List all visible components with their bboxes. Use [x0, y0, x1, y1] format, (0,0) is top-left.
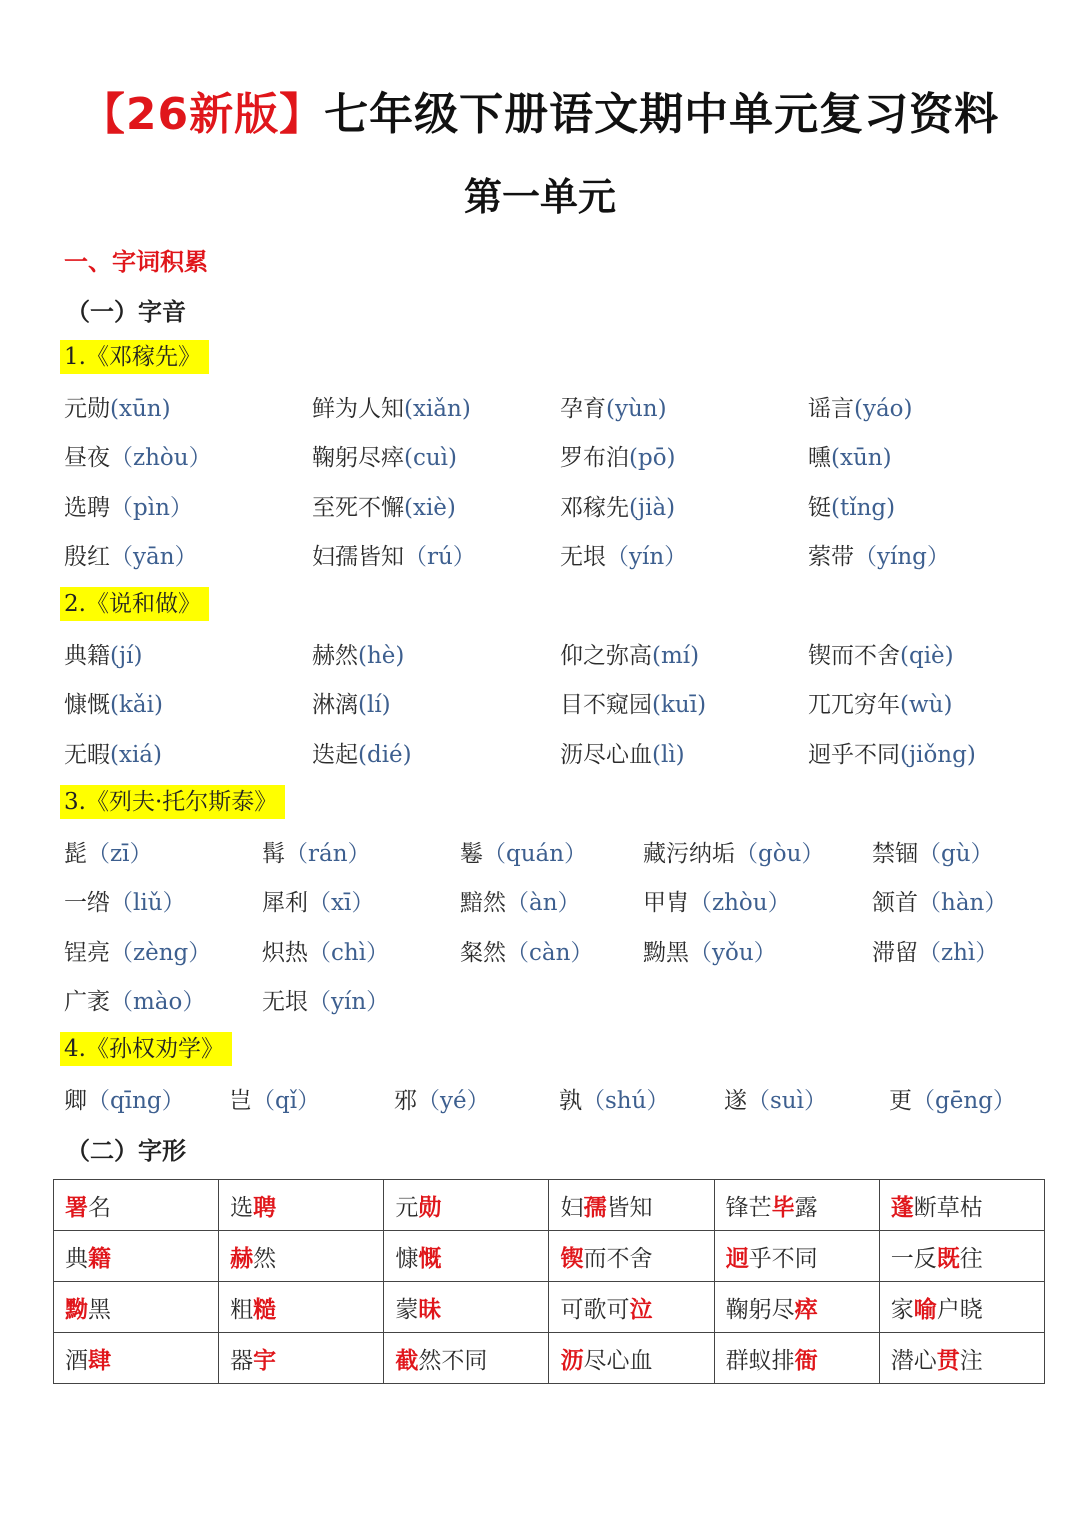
pinyin: （qīng） [87, 1088, 185, 1114]
highlighted-char: 贯 [936, 1346, 960, 1374]
highlighted-char: 瘁 [794, 1295, 818, 1323]
pinyin: （gòu） [735, 841, 825, 867]
word: 锲而不舍 [808, 643, 900, 669]
glyph-cell [54, 1333, 219, 1384]
word: 兀兀穷年 [808, 692, 900, 719]
word: 殷红 [64, 543, 110, 570]
cell-text: 乎不同 [748, 1245, 818, 1272]
pronunciation-item [64, 390, 171, 423]
lesson-title-4: 4.《孙权劝学》 [60, 1032, 232, 1066]
glyph-cell [384, 1180, 549, 1231]
cell-text: 蒙 [395, 1296, 419, 1323]
glyph-cell [714, 1180, 879, 1231]
pronunciation-item [262, 983, 389, 1016]
glyph-cell [384, 1231, 549, 1282]
word: 孕育 [560, 396, 606, 422]
highlighted-char: 沥 [560, 1346, 584, 1374]
glyph-cell [219, 1333, 384, 1384]
pronunciation-row [0, 439, 1080, 479]
glyph-cell [549, 1180, 714, 1231]
pronunciation-item [872, 884, 1007, 917]
pinyin: （àn） [506, 890, 581, 917]
pinyin: （yín） [606, 543, 688, 570]
highlighted-char: 籍 [88, 1244, 111, 1272]
highlighted-char: 蓬 [890, 1193, 914, 1221]
pinyin: （shú） [582, 1088, 670, 1114]
cell-text: 黑 [88, 1296, 111, 1323]
pinyin: (cuì) [404, 445, 457, 472]
glyph-cell [549, 1333, 714, 1384]
word: 孰 [559, 1088, 582, 1114]
pronunciation-row [0, 390, 1080, 430]
glyph-cell [549, 1231, 714, 1282]
pronunciation-item [460, 835, 587, 868]
pinyin: (xiǎn) [404, 396, 471, 422]
cell-text: 名 [88, 1194, 111, 1221]
word: 曛 [808, 445, 831, 472]
pinyin: (xūn) [831, 445, 892, 472]
highlighted-char: 孺 [583, 1193, 607, 1221]
unit-title: 第一单元 [463, 174, 616, 219]
word: 典籍 [64, 643, 110, 669]
word: 遂 [724, 1088, 747, 1114]
cell-text: 器 [230, 1347, 254, 1374]
pronunciation-item [872, 835, 994, 868]
pinyin: （yān） [110, 543, 198, 570]
word: 迭起 [312, 741, 358, 768]
glyph-cell [714, 1333, 879, 1384]
cell-text: 一反 [890, 1245, 937, 1272]
pronunciation-item [460, 884, 581, 917]
word: 滞留 [872, 939, 918, 966]
pinyin: （zèng） [110, 939, 212, 966]
word: 更 [889, 1088, 912, 1114]
cell-text: 可歌可 [560, 1296, 630, 1323]
pronunciation-row [0, 686, 1080, 726]
subheading-pronunciation: （一）字音 [66, 297, 186, 326]
cell-text: 鞠躬尽 [725, 1296, 795, 1323]
word: 邓稼先 [560, 494, 629, 521]
title-text: 七年级下册语文期中单元复习资料 [324, 89, 1000, 140]
pronunciation-item [889, 1082, 1016, 1115]
pinyin: （yíng） [854, 543, 950, 570]
pinyin: （xī） [308, 890, 375, 917]
highlighted-char: 糙 [253, 1295, 277, 1323]
pinyin: (xiè) [404, 494, 456, 521]
highlighted-char: 衙 [794, 1346, 818, 1374]
glyph-cell [879, 1282, 1044, 1333]
pronunciation-item [262, 835, 371, 868]
pinyin: (hè) [358, 643, 405, 669]
highlighted-char: 泣 [629, 1295, 653, 1323]
pronunciation-item [808, 489, 895, 522]
pronunciation-item [808, 439, 892, 472]
pinyin: (mí) [652, 643, 700, 669]
pinyin: (qiè) [900, 643, 954, 669]
word: 选聘 [64, 494, 110, 521]
highlighted-char: 宇 [253, 1346, 277, 1374]
pinyin: (yùn) [606, 396, 667, 422]
lesson-title-2: 2.《说和做》 [60, 587, 209, 621]
pronunciation-row [0, 489, 1080, 529]
cell-text: 注 [959, 1347, 983, 1374]
word: 岂 [229, 1088, 252, 1114]
word: 髭 [64, 841, 87, 867]
cell-text: 断草枯 [913, 1194, 983, 1221]
cell-text: 妇 [560, 1194, 584, 1221]
word: 鬈 [460, 841, 483, 867]
pronunciation-item [64, 884, 186, 917]
pronunciation-item [560, 439, 676, 472]
cell-text: 家 [890, 1296, 914, 1323]
pronunciation-item [808, 736, 976, 769]
pronunciation-item [312, 538, 476, 571]
word: 邪 [394, 1088, 417, 1114]
highlighted-char: 勋 [418, 1193, 442, 1221]
glyph-cell [219, 1231, 384, 1282]
word: 髯 [262, 841, 285, 867]
pronunciation-item [643, 884, 791, 917]
cell-text: 然不同 [418, 1347, 488, 1374]
word: 目不窥园 [560, 692, 652, 719]
word: 广袤 [64, 988, 110, 1015]
glyph-table [53, 1179, 1045, 1384]
word: 无垠 [560, 543, 606, 570]
pinyin: (dié) [358, 741, 412, 768]
highlighted-char: 署 [65, 1193, 88, 1221]
word: 禁锢 [872, 841, 918, 867]
glyph-cell [219, 1180, 384, 1231]
pinyin: （rán） [285, 841, 371, 867]
word: 赫然 [312, 643, 358, 669]
pinyin: （zī） [87, 841, 153, 867]
cell-text: 锋芒 [725, 1194, 772, 1221]
cell-text: 皆知 [606, 1194, 653, 1221]
word: 藏污纳垢 [643, 841, 735, 867]
pronunciation-item [559, 1082, 669, 1115]
pinyin: （zhì） [918, 939, 999, 966]
lesson-title-1: 1.《邓稼先》 [60, 340, 209, 374]
pronunciation-item [560, 390, 667, 423]
cell-text: 粗 [230, 1296, 254, 1323]
glyph-cell [714, 1231, 879, 1282]
glyph-cell [219, 1282, 384, 1333]
pronunciation-item [64, 736, 162, 769]
glyph-cell [879, 1333, 1044, 1384]
glyph-cell [879, 1180, 1044, 1231]
pinyin: (xūn) [110, 396, 171, 422]
section-heading-vocabulary: 一、字词积累 [64, 247, 208, 276]
pronunciation-item [724, 1082, 827, 1115]
pinyin: (jiǒng) [900, 741, 976, 768]
document-title [0, 78, 1080, 142]
pronunciation-item [64, 439, 212, 472]
word: 无暇 [64, 741, 110, 768]
word: 鲜为人知 [312, 396, 404, 422]
pronunciation-item [64, 835, 152, 868]
word: 萦带 [808, 543, 854, 570]
pronunciation-item [560, 538, 687, 571]
glyph-cell [54, 1180, 219, 1231]
pronunciation-item [643, 835, 824, 868]
pronunciation-row [0, 835, 1080, 875]
word: 粲然 [460, 939, 506, 966]
word: 黝黑 [643, 939, 689, 966]
pinyin: （chì） [308, 939, 390, 966]
pronunciation-item [64, 489, 193, 522]
pinyin: (lí) [358, 692, 391, 719]
highlighted-char: 毕 [771, 1193, 795, 1221]
pronunciation-item [808, 538, 950, 571]
pronunciation-item [872, 934, 998, 967]
pronunciation-item [460, 934, 593, 967]
cell-text: 选 [230, 1194, 254, 1221]
highlighted-char: 赫 [230, 1244, 254, 1272]
cell-text: 元 [395, 1194, 419, 1221]
pinyin: （liǔ） [110, 890, 186, 917]
pronunciation-item [64, 686, 163, 719]
title-edition-tag: 【26新版】 [80, 89, 325, 140]
lesson-title-3: 3.《列夫·托尔斯泰》 [60, 785, 285, 819]
word: 沥尽心血 [560, 741, 652, 768]
pronunciation-row [0, 884, 1080, 924]
cell-text: 而不舍 [583, 1245, 653, 1272]
pronunciation-item [64, 637, 142, 670]
cell-text: 尽心血 [583, 1347, 653, 1374]
pinyin: （càn） [506, 939, 594, 966]
pinyin: (yáo) [854, 396, 913, 422]
pronunciation-item [560, 637, 699, 670]
word: 甲胄 [643, 890, 689, 917]
pinyin: (xiá) [110, 741, 162, 768]
pronunciation-item [262, 934, 389, 967]
pinyin: （suì） [747, 1088, 827, 1114]
word: 谣言 [808, 396, 854, 422]
word: 黯然 [460, 890, 506, 917]
pronunciation-item [560, 686, 706, 719]
word: 至死不懈 [312, 494, 404, 521]
highlighted-char: 慨 [418, 1244, 442, 1272]
pinyin: （zhòu） [110, 445, 212, 472]
word: 慷慨 [64, 692, 110, 719]
highlighted-char: 迥 [725, 1244, 749, 1272]
pinyin: （pìn） [110, 494, 193, 521]
pronunciation-item [560, 489, 675, 522]
pronunciation-item [312, 489, 456, 522]
word: 仰之弥高 [560, 643, 652, 669]
glyph-cell [384, 1333, 549, 1384]
pronunciation-item [64, 983, 205, 1016]
pinyin: （mào） [110, 988, 206, 1015]
pronunciation-item [643, 934, 777, 967]
word: 锃亮 [64, 939, 110, 966]
word: 犀利 [262, 890, 308, 917]
highlighted-char: 黝 [65, 1295, 88, 1323]
pronunciation-row [0, 637, 1080, 677]
cell-text: 典 [65, 1245, 88, 1272]
pinyin: (wù) [900, 692, 953, 719]
highlighted-char: 聘 [253, 1193, 277, 1221]
pronunciation-item [64, 934, 211, 967]
cell-text: 往 [959, 1245, 983, 1272]
table-row [54, 1180, 1045, 1231]
glyph-cell [549, 1282, 714, 1333]
pronunciation-item [64, 1082, 185, 1115]
pronunciation-item [312, 637, 404, 670]
pinyin: （quán） [483, 841, 588, 867]
pinyin: （zhòu） [689, 890, 791, 917]
pinyin: (jí) [110, 643, 143, 669]
pinyin: (pō) [629, 445, 676, 472]
pronunciation-item [229, 1082, 320, 1115]
pinyin: （yé） [417, 1088, 490, 1114]
pinyin: （gù） [918, 841, 994, 867]
table-row [54, 1231, 1045, 1282]
word: 一绺 [64, 890, 110, 917]
pronunciation-item [808, 686, 952, 719]
highlighted-char: 肆 [88, 1346, 111, 1374]
pronunciation-item [64, 538, 198, 571]
word: 元勋 [64, 396, 110, 422]
word: 罗布泊 [560, 445, 629, 472]
word: 迥乎不同 [808, 741, 900, 768]
subheading-glyph: （二）字形 [66, 1136, 186, 1165]
word: 卿 [64, 1088, 87, 1114]
table-row [54, 1333, 1045, 1384]
word: 昼夜 [64, 445, 110, 472]
pinyin: （hàn） [918, 890, 1008, 917]
glyph-cell [714, 1282, 879, 1333]
glyph-cell [54, 1282, 219, 1333]
pronunciation-item [312, 390, 471, 423]
pinyin: （gēng） [912, 1088, 1016, 1114]
pronunciation-item [394, 1082, 490, 1115]
glyph-cell [384, 1282, 549, 1333]
pronunciation-item [312, 439, 457, 472]
pinyin: (kuī) [652, 692, 707, 719]
highlighted-char: 喻 [913, 1295, 937, 1323]
word: 颔首 [872, 890, 918, 917]
pronunciation-item [312, 686, 391, 719]
pinyin: （yín） [308, 988, 390, 1015]
highlighted-char: 既 [936, 1244, 960, 1272]
word: 鞠躬尽瘁 [312, 445, 404, 472]
highlighted-char: 截 [395, 1346, 419, 1374]
word: 铤 [808, 494, 831, 521]
pinyin: (jià) [629, 494, 676, 521]
glyph-cell [879, 1231, 1044, 1282]
cell-text: 露 [794, 1194, 818, 1221]
pronunciation-item [312, 736, 412, 769]
pinyin: (tǐng) [831, 494, 896, 521]
cell-text: 群蚁排 [725, 1347, 795, 1374]
pronunciation-item [808, 637, 954, 670]
glyph-cell [54, 1231, 219, 1282]
word: 淋漓 [312, 692, 358, 719]
cell-text: 酒 [65, 1347, 88, 1374]
pinyin: （rú） [404, 543, 476, 570]
pinyin: （qǐ） [252, 1088, 321, 1114]
cell-text: 然 [253, 1245, 277, 1272]
pronunciation-row [0, 538, 1080, 578]
pronunciation-row [0, 736, 1080, 776]
word: 炽热 [262, 939, 308, 966]
pronunciation-row [0, 1082, 1080, 1122]
pronunciation-item [262, 884, 374, 917]
cell-text: 户晓 [936, 1296, 983, 1323]
pronunciation-item [560, 736, 685, 769]
word: 妇孺皆知 [312, 543, 404, 570]
cell-text: 潜心 [890, 1347, 937, 1374]
cell-text: 慷 [395, 1245, 419, 1272]
pronunciation-row [0, 983, 1080, 1023]
pronunciation-item [808, 390, 913, 423]
pinyin: (lì) [652, 741, 685, 768]
highlighted-char: 锲 [560, 1244, 584, 1272]
pinyin: (kǎi) [110, 692, 163, 719]
table-row [54, 1282, 1045, 1333]
pronunciation-row [0, 934, 1080, 974]
highlighted-char: 昧 [418, 1295, 442, 1323]
pinyin: （yǒu） [689, 939, 777, 966]
word: 无垠 [262, 988, 308, 1015]
